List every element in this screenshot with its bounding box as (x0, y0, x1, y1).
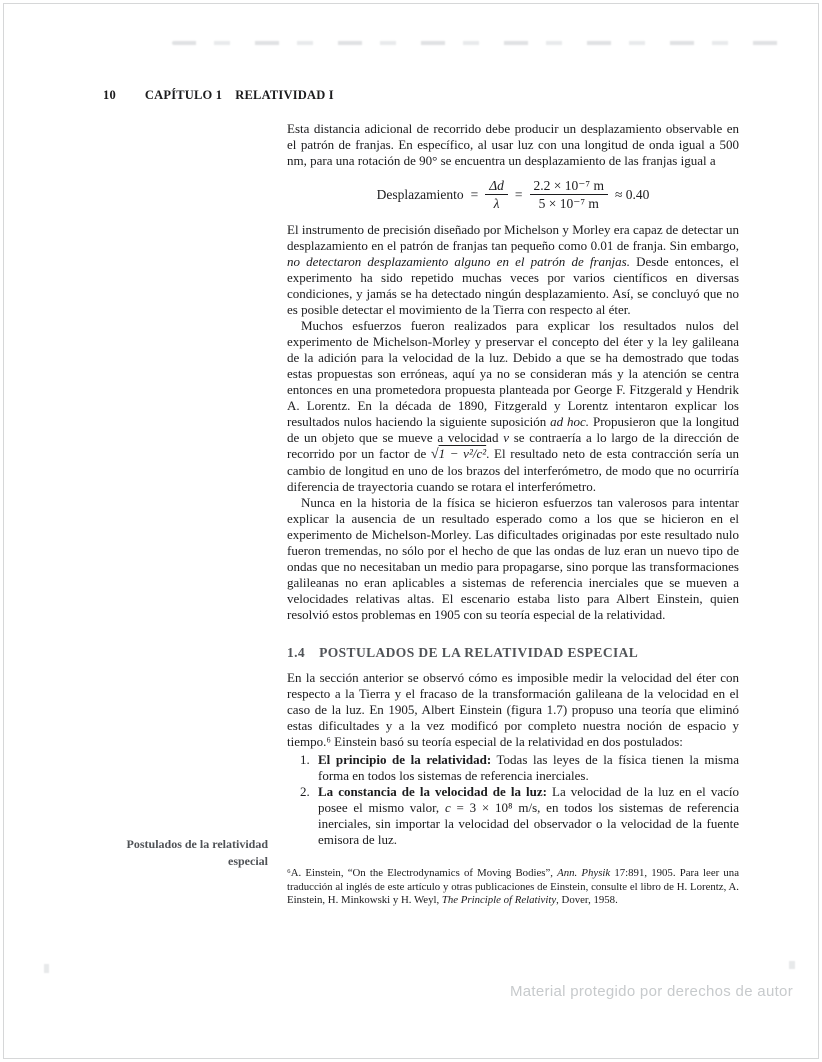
text-run: 17:891, 1905. Para leer una traducción al inglés de este artículo y otras publicaciones de Einstein, consulte el libro de H. Lorentz, A. Einstein, H. Minkowski y H. Weyl, (287, 867, 739, 906)
section-number: 1.4 (287, 645, 306, 660)
text-run: , Dover, 1958. (556, 894, 618, 906)
chapter-label: CAPÍTULO 1 (144, 88, 223, 102)
emphasized-text: no detectaron desplazamiento alguno en el patrón de franjas. (287, 254, 630, 269)
item-lead: El principio de la relatividad: (318, 752, 492, 767)
paragraph-fringe-shift: Esta distancia adicional de recorrido debe producir un desplazamiento observable en el patrón de franjas. En específico, al usar luz con una longitud de onda igual a 500 nm, para una rotación de 90° se encuentra un desplazamiento de las franjas igual a (287, 121, 739, 168)
list-item-postulate-1 (287, 752, 739, 784)
fraction-numeric (530, 178, 608, 211)
item-number: 1. (300, 752, 310, 767)
emphasized-text: ad hoc. (550, 414, 590, 429)
fraction-denominator: λ (493, 196, 500, 211)
item-number: 2. (300, 784, 310, 799)
fraction-numerator: Δd (485, 178, 508, 195)
postulates-list (287, 752, 739, 848)
text-column (287, 121, 739, 908)
paragraph-einstein-stage: Nunca en la historia de la física se hicieron esfuerzos tan valerosos para intentar explicar la ausencia de un resultado esperado como a los que se hicieron en el experimento de Michelson-Morley. Las dificultades originadas por este resultado nulo fueron tremendas, no sólo por el hecho de que las ondas de luz eran un nuevo tipo de ondas que no necesitaban un medio para propagarse, sino porque las transformaciones galileanas no eran aplicables a sistemas de referencia inerciales que se mueven a velocidades relativas altas. El escenario estaba listo para Albert Einstein, quien resolvió estos problemas en 1905 con su teoría especial de la relatividad. (287, 495, 739, 622)
equation-result: ≈ 0.40 (614, 186, 650, 202)
text-run: Desde entonces, el experimento ha sido repetido muchas veces por varios científicos en diversas condiciones, y jamás se ha detectado ningún desplazamiento. Así, se concluyó que no es posible detectar el movimiento de la Tierra con respecto al éter. (287, 254, 739, 317)
text-run: El instrumento de precisión diseñado por Michelson y Morley era capaz de detectar un desplazamiento en el patrón de franjas tan pequeño como 0.01 de franja. Sin embargo, (287, 222, 739, 253)
section-title: POSTULADOS DE LA RELATIVIDAD ESPECIAL (319, 645, 639, 660)
item-text: = 3 × 10⁸ m/s, en todos los sistemas de referencia inerciales, sin importar la velocidad del observador o la velocidad de la fuente emisora de luz. (318, 800, 739, 847)
text-run: Muchos esfuerzos fueron realizados para explicar los resultados nulos del experimento de Michelson-Morley y preservar el concepto del éter y la ley galileana de la adición para la velocidad de la luz. Debido a que se ha demostrado que todas estas propuestas son erróneas, aquí ya no se consideran más y la atención se centra entonces en una prometedora propuesta planteada por George F. Fitzgerald y Hendrik A. Lorentz. En la década de 1890, Fitzgerald y Lorentz intentaron explicar los resultados nulos haciendo la siguiente suposición (287, 318, 739, 429)
margin-note-line2: especial (228, 854, 268, 868)
square-root-expression: 1 − v²/c² (438, 446, 487, 461)
book-title: The Principle of Relativity (441, 894, 557, 906)
fraction-numerator: 2.2 × 10⁻⁷ m (530, 178, 608, 195)
text-run: Propusieron que la longitud de un objeto que se mueve a velocidad (287, 414, 739, 445)
square-root-sign: √ (430, 447, 439, 462)
list-item-postulate-2 (287, 784, 739, 848)
item-lead: La constancia de la velocidad de la luz: (318, 784, 547, 799)
variable-v: v (503, 430, 509, 445)
margin-note-line1: Postulados de la relatividad (126, 837, 268, 851)
paragraph-null-result (287, 222, 739, 318)
variable-c: c (444, 800, 451, 815)
page-number: 10 (103, 88, 116, 102)
journal-title: Ann. Physik (557, 867, 611, 879)
scan-speck (44, 964, 49, 973)
section-heading (287, 645, 739, 661)
footnote (287, 867, 739, 908)
equals-sign: = (470, 186, 479, 202)
text-run: se contraería a lo largo de la dirección de recorrido por un factor de (287, 430, 739, 461)
chapter-title: RELATIVIDAD I (235, 88, 334, 102)
paragraph-fitzgerald-lorentz (287, 318, 739, 495)
scan-speck (789, 961, 795, 969)
margin-note (48, 836, 268, 870)
running-head (103, 88, 334, 103)
equation-lhs: Desplazamiento (376, 186, 464, 202)
copyright-watermark: Material protegido por derechos de autor (510, 983, 793, 1000)
text-run: ⁶A. Einstein, “On the Electrodynamics of Moving Bodies”, (287, 867, 558, 879)
fraction-denominator: 5 × 10⁻⁷ m (538, 196, 599, 211)
equals-sign: = (514, 186, 523, 202)
scan-bleed-artifact (172, 41, 794, 45)
displayed-equation (287, 178, 739, 211)
paragraph-postulates-intro: En la sección anterior se observó cómo es imposible medir la velocidad del éter con respecto a la Tierra y el fracaso de la transformación galileana de la velocidad en el caso de la luz. En 1905, Albert Einstein (figura 1.7) propuso una teoría que eliminó estas dificultades y a la vez modificó por completo nuestra noción de espacio y tiempo.⁶ Einstein basó su teoría especial de la relatividad en dos postulados: (287, 670, 739, 749)
item-text: La velocidad de la luz en el vacío posee el mismo valor, (318, 784, 739, 815)
item-text: Todas las leyes de la física tienen la misma forma en todos los sistemas de referencia inerciales. (318, 752, 740, 783)
text-run: . El resultado neto de esta contracción sería un cambio de longitud en uno de los brazos del interferómetro, de modo que no ocurriría diferencia de trayectoria cuando se rotara el interferómetro. (287, 446, 739, 494)
fraction-delta-d-over-lambda (485, 178, 508, 211)
